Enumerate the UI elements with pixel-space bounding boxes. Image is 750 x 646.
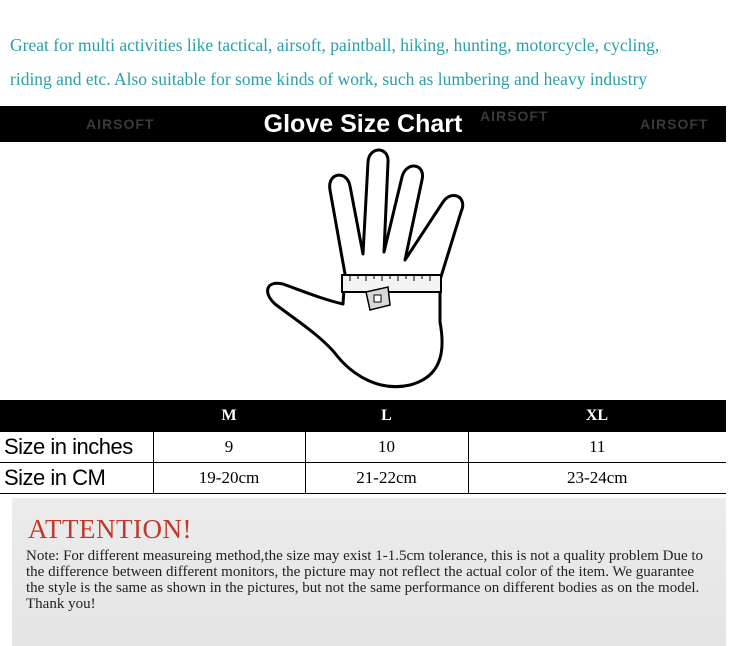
hand-illustration-area <box>0 142 726 400</box>
table-cell: 10 <box>305 432 468 463</box>
attention-note: Note: For different measureing method,the size may exist 1-1.5cm tolerance, this is not a quality problem Due to the difference between different monitors, the picture may not reflect the actual color of the item. We guarantee the style is the same as shown in the pictures, but not the same performance on different bodies as on the model. Thank you! <box>26 548 704 612</box>
hand-measure-icon <box>0 142 726 400</box>
table-header-cell: M <box>153 400 305 432</box>
intro-line-1: Great for multi activities like tactical, airsoft, paintball, hiking, hunting, motorcycle, cycling, <box>10 35 660 55</box>
table-header-blank <box>0 400 153 432</box>
intro-text <box>10 28 745 96</box>
row-label: Size in inches <box>0 432 153 463</box>
table-cell: 23-24cm <box>468 463 726 494</box>
table-cell: 11 <box>468 432 726 463</box>
table-row <box>0 463 726 494</box>
intro-line-2: riding and etc. Also suitable for some kinds of work, such as lumbering and heavy industry <box>10 69 648 89</box>
measuring-tape-icon <box>342 275 441 310</box>
watermark-center: AIRSOFT <box>480 108 549 124</box>
table-cell: 21-22cm <box>305 463 468 494</box>
chart-title: Glove Size Chart <box>263 109 463 138</box>
row-label: Size in CM <box>0 463 153 494</box>
table-header-row <box>0 400 726 432</box>
watermark-right: AIRSOFT <box>640 116 709 132</box>
chart-title-bar <box>0 106 726 142</box>
attention-box <box>12 498 726 646</box>
table-row <box>0 432 726 463</box>
watermark-left: AIRSOFT <box>86 116 155 132</box>
table-header-cell: L <box>305 400 468 432</box>
table-cell: 19-20cm <box>153 463 305 494</box>
size-table <box>0 400 726 494</box>
table-header-cell: XL <box>468 400 726 432</box>
attention-heading: ATTENTION! <box>28 514 192 544</box>
table-cell: 9 <box>153 432 305 463</box>
